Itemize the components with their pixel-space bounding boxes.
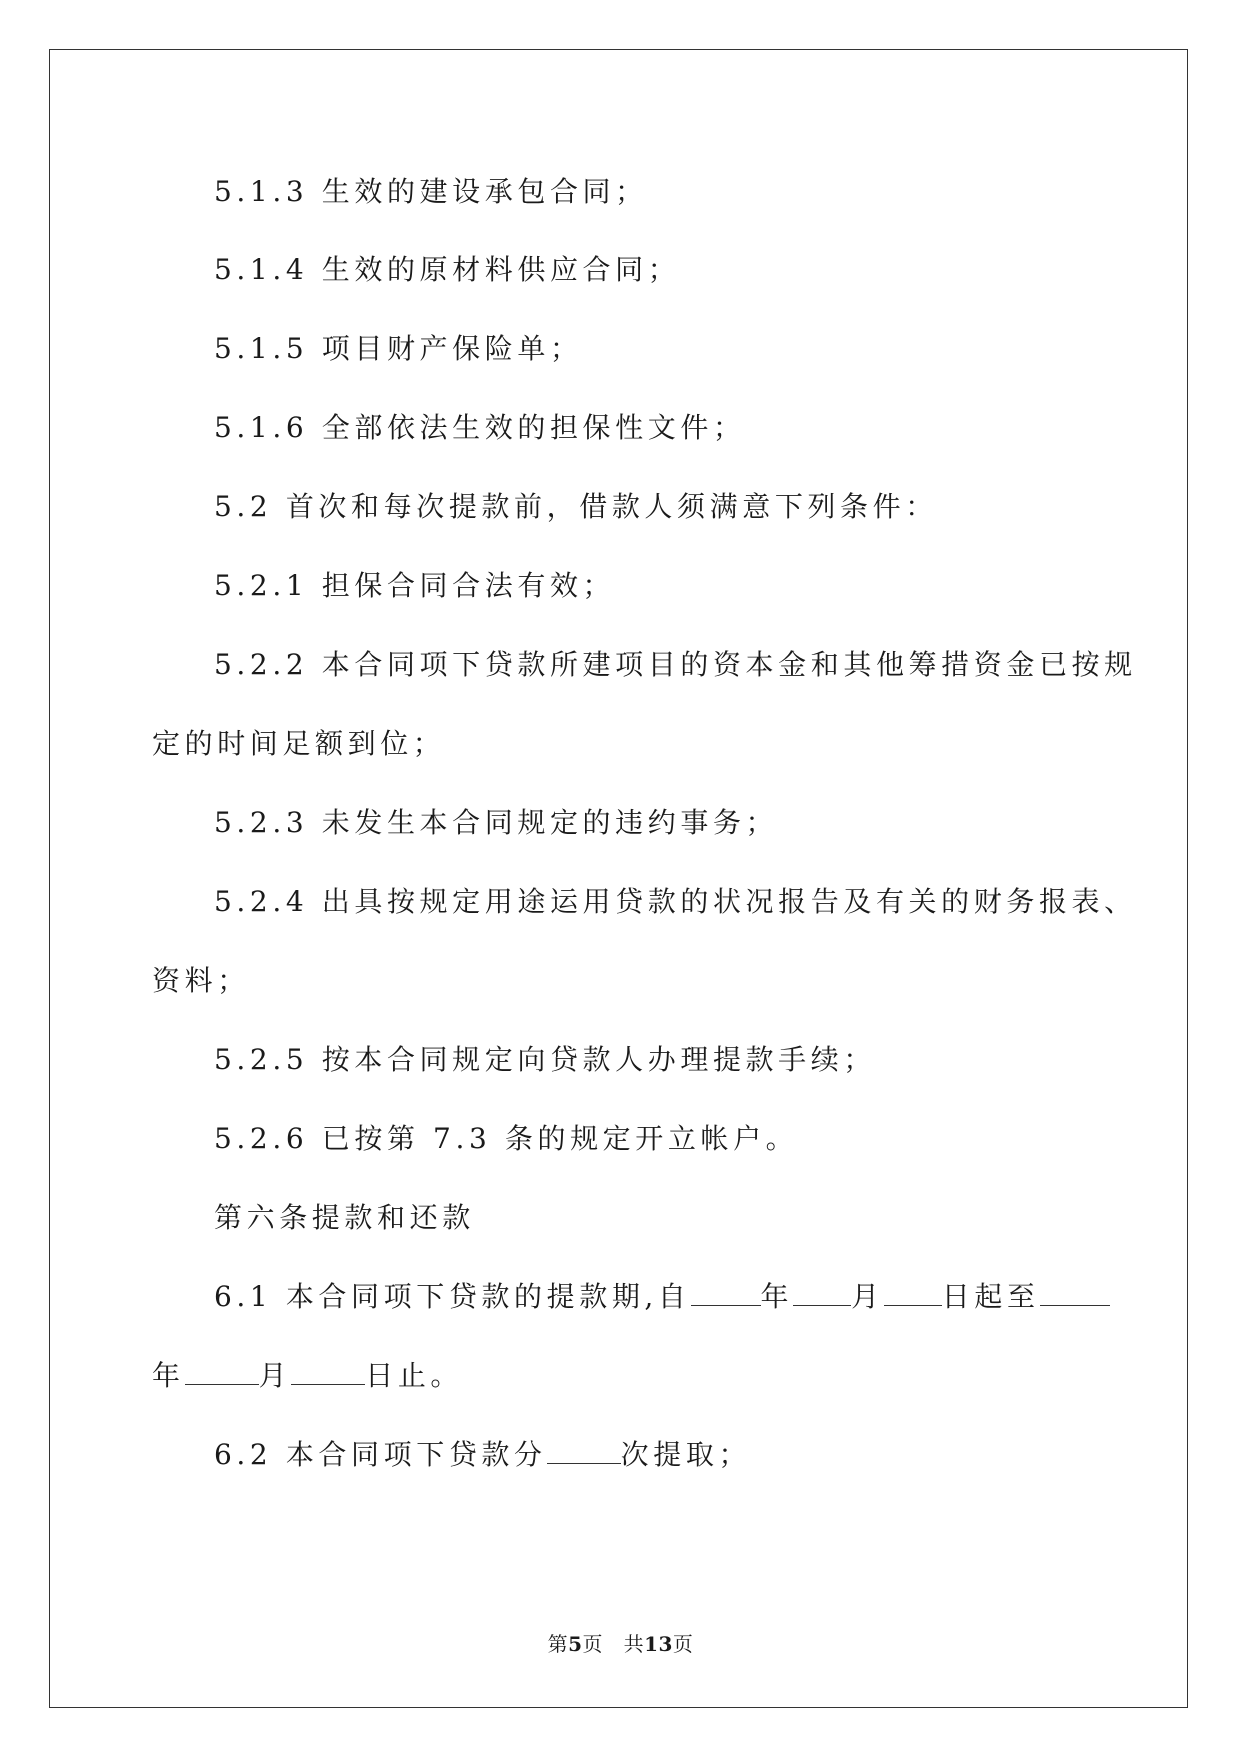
paragraph-5-1-5: 5.1.5 项目财产保险单； <box>214 332 583 365</box>
clause-6-1-year1: 年 <box>760 1280 794 1313</box>
paragraph-5-1-3: 5.1.3 生效的建设承包合同； <box>214 175 648 208</box>
paragraph-5-2-2-cont: 定的时间足额到位； <box>152 727 446 760</box>
paragraph-6-1 <box>214 1277 1154 1317</box>
paragraph-5-2-4: 5.2.4 出具按规定用途运用贷款的状况报告及有关的财务报表、 <box>214 885 1137 918</box>
blank-end-month-lead <box>185 1356 259 1385</box>
paragraph-6-1-cont <box>152 1356 1092 1396</box>
footer-total-unit: 页 <box>672 1632 694 1656</box>
footer-page-label: 第 <box>547 1632 569 1656</box>
clause-6-2-prefix: 6.2 本合同项下贷款分 <box>214 1438 547 1471</box>
clause-6-1-end: 日止。 <box>365 1359 464 1392</box>
clause-6-1-year2: 年 <box>152 1359 185 1392</box>
clause-6-1-month2: 月 <box>258 1359 292 1392</box>
clause-6-1-prefix: 6.1 本合同项下贷款的提款期,自 <box>214 1280 691 1313</box>
paragraph-5-2-2: 5.2.2 本合同项下贷款所建项目的资本金和其他筹措资金已按规 <box>214 648 1137 681</box>
paragraph-5-1-6: 5.1.6 全部依法生效的担保性文件； <box>214 411 746 444</box>
paragraph-5-2: 5.2 首次和每次提款前，借款人须满意下列条件： <box>214 490 938 523</box>
section-heading-article-6: 第六条提款和还款 <box>214 1201 475 1234</box>
blank-start-month <box>793 1277 851 1306</box>
clause-6-1-month1: 月 <box>851 1280 884 1313</box>
paragraph-5-2-4-cont: 资料； <box>152 964 250 997</box>
blank-end-day-lead <box>291 1356 365 1385</box>
paragraph-6-2 <box>214 1435 1154 1475</box>
paragraph-5-2-3: 5.2.3 未发生本合同规定的违约事务； <box>214 806 779 839</box>
blank-end-year-lead <box>1040 1277 1110 1306</box>
clause-6-1-day1: 日起至 <box>941 1280 1040 1313</box>
footer-total-number: 13 <box>644 1632 673 1656</box>
paragraph-5-1-4: 5.1.4 生效的原材料供应合同； <box>214 253 681 286</box>
paragraph-5-2-1: 5.2.1 担保合同合法有效； <box>214 569 616 602</box>
blank-start-day <box>884 1277 942 1306</box>
clause-6-2-suffix: 次提取； <box>620 1438 752 1471</box>
paragraph-5-2-6: 5.2.6 已按第 7.3 条的规定开立帐户。 <box>214 1122 799 1155</box>
page-footer <box>0 1628 1241 1657</box>
paragraph-5-2-5: 5.2.5 按本合同规定向贷款人办理提款手续； <box>214 1043 876 1076</box>
footer-total-label: 共 <box>623 1632 645 1656</box>
footer-page-unit: 页 <box>582 1632 603 1656</box>
blank-draw-count <box>547 1435 621 1464</box>
footer-page-number: 5 <box>568 1632 583 1656</box>
blank-start-year <box>691 1277 761 1306</box>
